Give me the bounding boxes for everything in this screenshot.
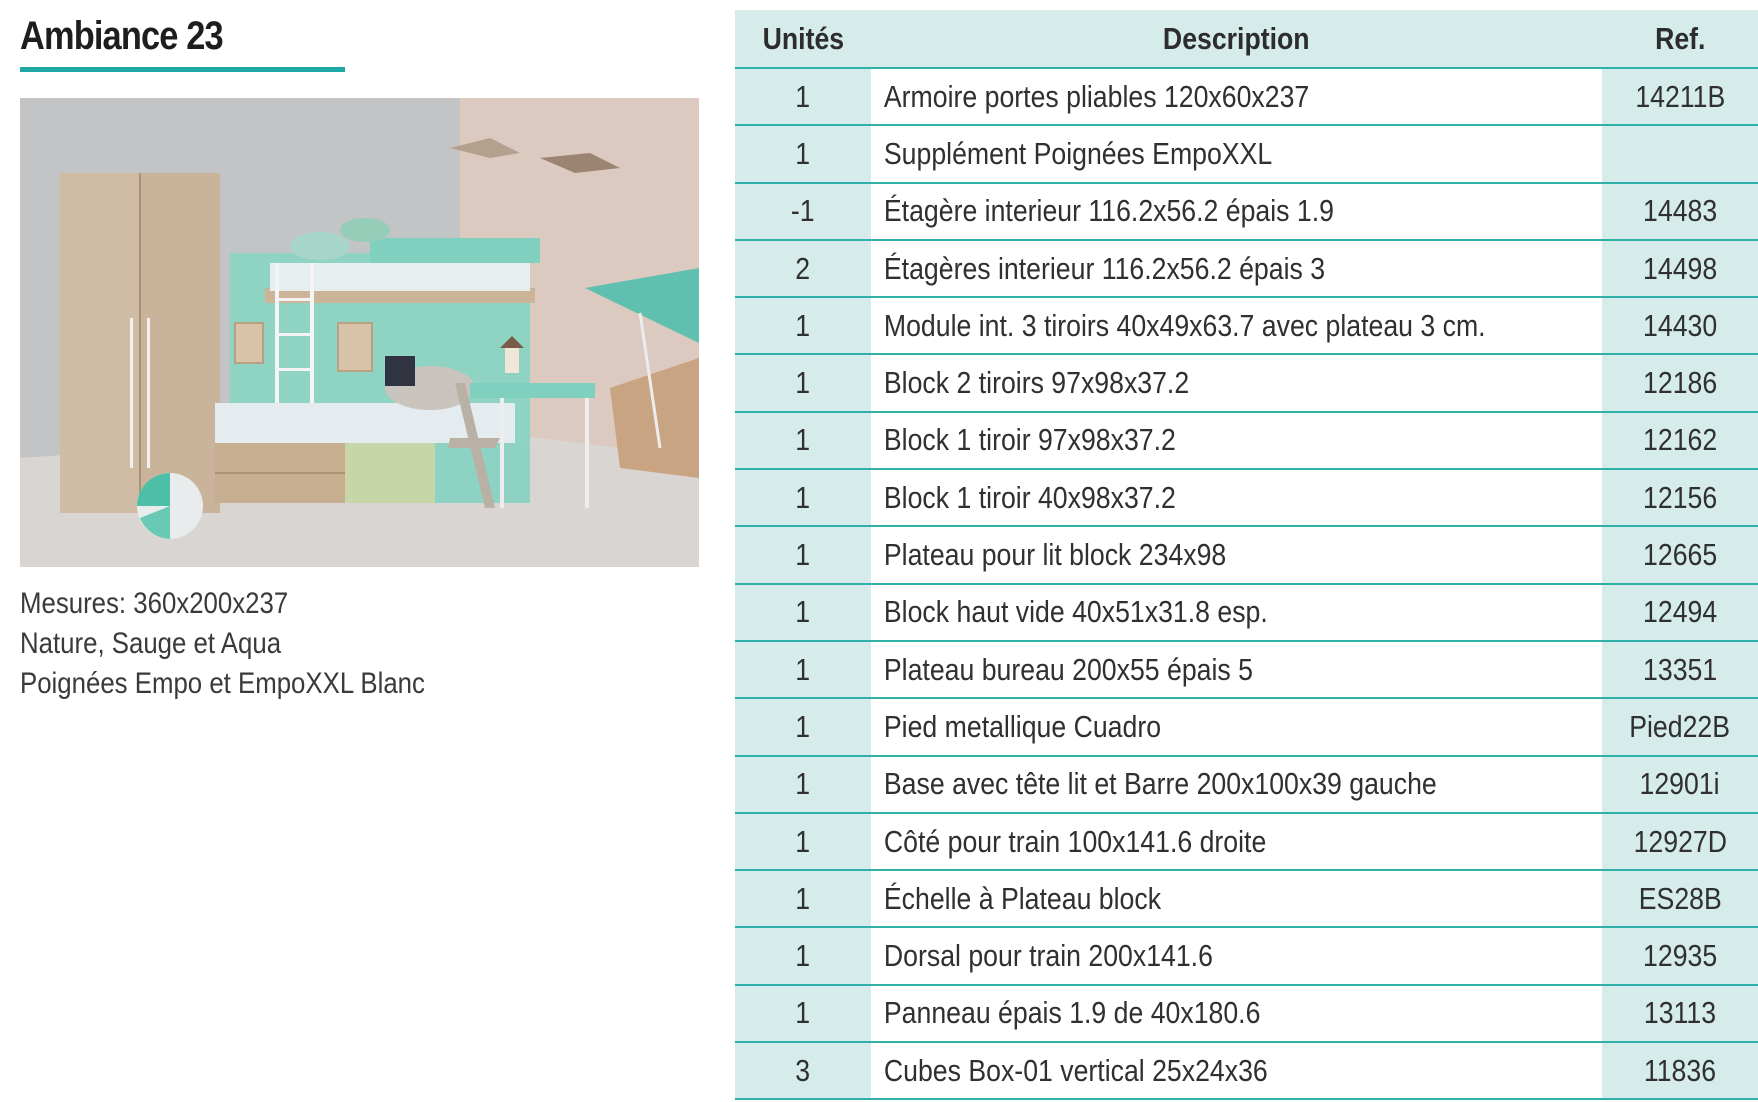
table-row <box>735 412 1758 469</box>
table-row <box>735 354 1758 411</box>
cell-ref: 12156 <box>1602 469 1758 526</box>
caption-measurements: Mesures: 360x200x237 <box>20 587 289 620</box>
title-underline <box>20 67 345 72</box>
caption-finishes: Nature, Sauge et Aqua <box>20 627 282 660</box>
cell-units: 1 <box>735 870 871 927</box>
table-row <box>735 641 1758 698</box>
cell-units: 1 <box>735 526 871 583</box>
cell-units: 1 <box>735 412 871 469</box>
cell-units: 1 <box>735 584 871 641</box>
cell-ref: 14211B <box>1602 68 1758 125</box>
table-row <box>735 183 1758 240</box>
cell-ref <box>1602 125 1758 182</box>
cell-ref: 14430 <box>1602 297 1758 354</box>
page-title: Ambiance 23 <box>20 14 223 58</box>
table-row <box>735 68 1758 125</box>
cell-ref: 12494 <box>1602 584 1758 641</box>
cell-description: Plateau bureau 200x55 épais 5 <box>871 641 1602 698</box>
cell-units: 1 <box>735 469 871 526</box>
cell-units: 1 <box>735 125 871 182</box>
cell-ref: 13113 <box>1602 985 1758 1042</box>
cell-description: Block haut vide 40x51x31.8 esp. <box>871 584 1602 641</box>
cell-ref: 12162 <box>1602 412 1758 469</box>
cell-units: 1 <box>735 927 871 984</box>
cell-description: Cubes Box-01 vertical 25x24x36 <box>871 1042 1602 1099</box>
table-row <box>735 1042 1758 1099</box>
cell-description: Dorsal pour train 200x141.6 <box>871 927 1602 984</box>
table-row <box>735 526 1758 583</box>
cell-ref: 11836 <box>1602 1042 1758 1099</box>
cell-ref: 12901i <box>1602 756 1758 813</box>
cell-units: -1 <box>735 183 871 240</box>
cell-description: Module int. 3 tiroirs 40x49x63.7 avec plateau 3 cm. <box>871 297 1602 354</box>
cell-description: Armoire portes pliables 120x60x237 <box>871 68 1602 125</box>
cell-ref: 14498 <box>1602 240 1758 297</box>
cell-description: Panneau épais 1.9 de 40x180.6 <box>871 985 1602 1042</box>
table-row <box>735 813 1758 870</box>
cell-units: 3 <box>735 1042 871 1099</box>
caption-handles: Poignées Empo et EmpoXXL Blanc <box>20 667 425 700</box>
cell-ref: 12927D <box>1602 813 1758 870</box>
table-row <box>735 927 1758 984</box>
product-caption <box>20 584 425 704</box>
cell-ref: Pied22B <box>1602 698 1758 755</box>
cell-units: 1 <box>735 354 871 411</box>
table-row <box>735 698 1758 755</box>
column-header-ref: Ref. <box>1602 10 1758 68</box>
cell-units: 1 <box>735 641 871 698</box>
cell-ref: 12186 <box>1602 354 1758 411</box>
column-header-description: Description <box>871 10 1602 68</box>
cell-units: 1 <box>735 756 871 813</box>
cell-description: Base avec tête lit et Barre 200x100x39 gauche <box>871 756 1602 813</box>
cell-units: 1 <box>735 698 871 755</box>
cell-units: 1 <box>735 985 871 1042</box>
table-row <box>735 297 1758 354</box>
cell-units: 2 <box>735 240 871 297</box>
cell-description: Block 2 tiroirs 97x98x37.2 <box>871 354 1602 411</box>
table-row <box>735 870 1758 927</box>
cell-description: Block 1 tiroir 97x98x37.2 <box>871 412 1602 469</box>
cell-description: Échelle à Plateau block <box>871 870 1602 927</box>
table-row <box>735 584 1758 641</box>
column-header-units: Unités <box>735 10 871 68</box>
table-row <box>735 469 1758 526</box>
table-row <box>735 125 1758 182</box>
table-row <box>735 756 1758 813</box>
table-row <box>735 985 1758 1042</box>
cell-ref: 12935 <box>1602 927 1758 984</box>
table-header-row <box>735 10 1758 68</box>
cell-ref: 13351 <box>1602 641 1758 698</box>
cell-units: 1 <box>735 68 871 125</box>
cell-description: Plateau pour lit block 234x98 <box>871 526 1602 583</box>
cell-description: Côté pour train 100x141.6 droite <box>871 813 1602 870</box>
cell-description: Étagère interieur 116.2x56.2 épais 1.9 <box>871 183 1602 240</box>
cell-units: 1 <box>735 297 871 354</box>
cell-description: Supplément Poignées EmpoXXL <box>871 125 1602 182</box>
cell-description: Étagères interieur 116.2x56.2 épais 3 <box>871 240 1602 297</box>
cell-units: 1 <box>735 813 871 870</box>
cell-ref: 14483 <box>1602 183 1758 240</box>
cell-description: Block 1 tiroir 40x98x37.2 <box>871 469 1602 526</box>
table-row <box>735 240 1758 297</box>
parts-table <box>735 10 1758 1100</box>
cell-ref: ES28B <box>1602 870 1758 927</box>
cell-description: Pied metallique Cuadro <box>871 698 1602 755</box>
room-photo <box>20 98 699 567</box>
cell-ref: 12665 <box>1602 526 1758 583</box>
